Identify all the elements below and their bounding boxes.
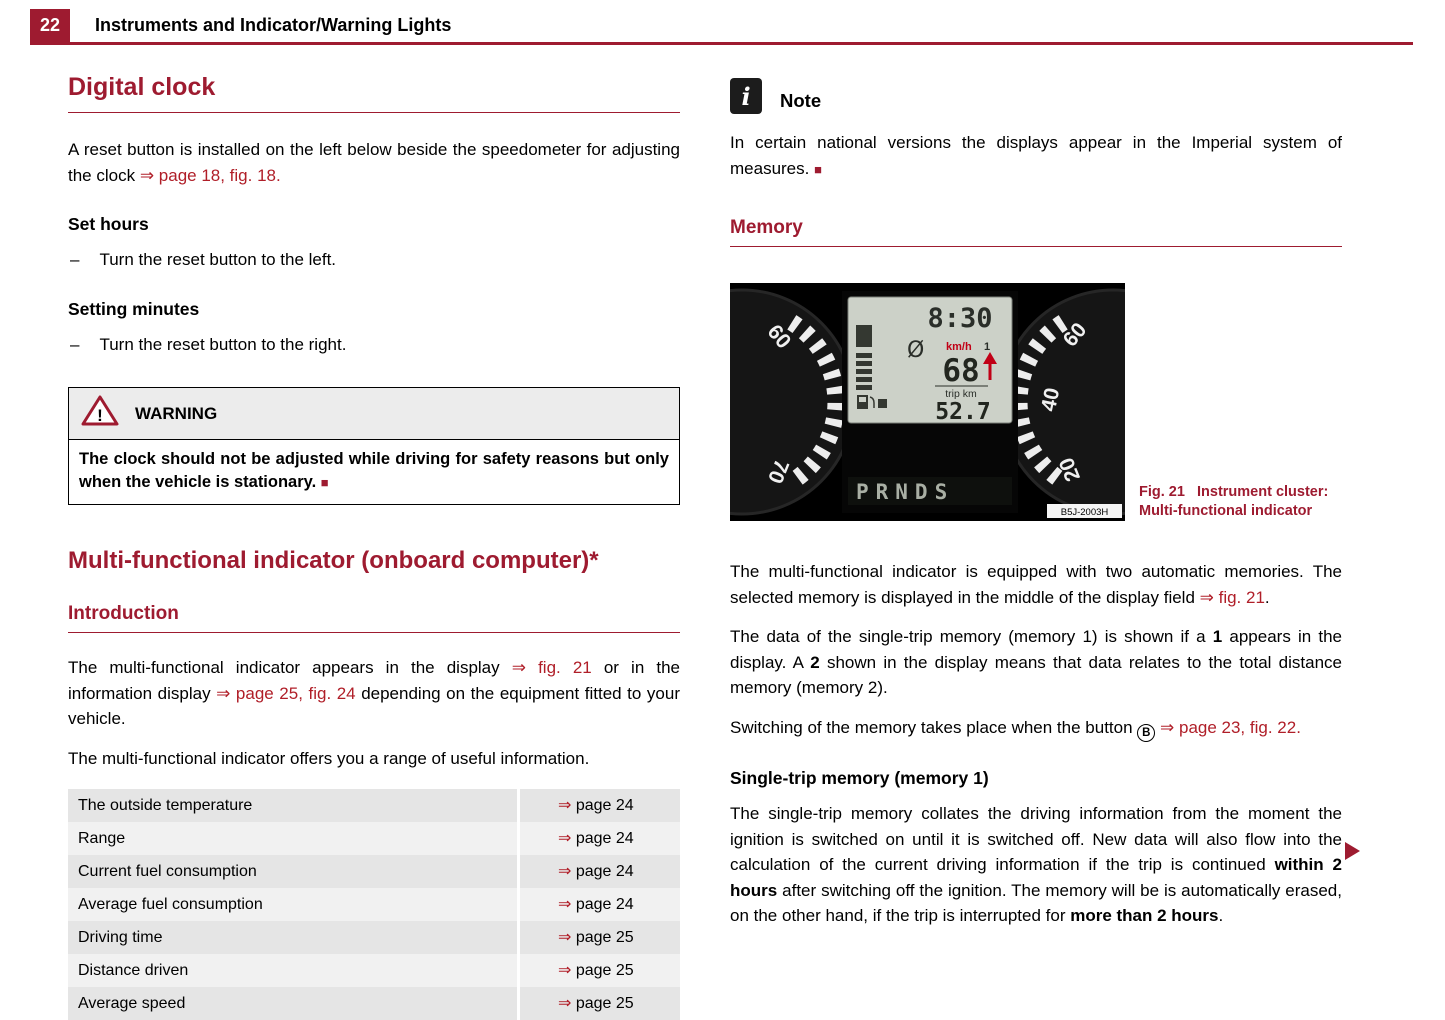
svg-text:!: !: [97, 406, 103, 425]
digital-clock-heading: Digital clock: [68, 73, 680, 113]
memory-number-indicator: 1: [984, 341, 991, 353]
trip-value: 52.7: [935, 399, 991, 425]
note-header: [730, 78, 1342, 114]
introduction-heading: Introduction: [68, 603, 680, 633]
gear-selector-display: [848, 477, 1012, 505]
page-number: 22: [30, 9, 70, 42]
mfi-intro-paragraph: The multi-functional indicator appears in the display ⇒ fig. 21 or in the information display ⇒ page 25, fig. 24 depending on the equipment fitted to your vehicle.: [68, 658, 681, 729]
warning-title: WARNING: [135, 403, 218, 423]
digital-clock-intro: [68, 137, 680, 188]
button-b-symbol: B: [1137, 724, 1155, 742]
text-segment: A reset button is installed on the left below beside the speedometer for adjusting the clock: [68, 140, 680, 185]
page-header: [30, 9, 1413, 45]
arrow-glyph: ⇒: [558, 830, 572, 848]
lcd-display: [848, 297, 1012, 425]
trip-label: trip km: [945, 388, 977, 400]
single-trip-memory-heading: Single-trip memory (memory 1): [730, 768, 989, 789]
table-row: [68, 888, 680, 921]
svg-text:PRNDS: PRNDS: [856, 480, 955, 504]
warning-box: [68, 387, 680, 505]
memory-2-indicator: 2: [810, 652, 820, 672]
table-cell-label: Current fuel consumption: [68, 855, 517, 888]
memory-1-indicator: 1: [1212, 627, 1223, 646]
dial-label: 60: [1058, 318, 1092, 352]
mfi-info-paragraph: The multi-functional indicator offers you a range of useful information.: [68, 748, 590, 768]
clock-display: 8:30: [927, 303, 993, 334]
end-of-section-square: ■: [814, 161, 822, 177]
setting-minutes-step: [68, 332, 680, 358]
dial-label: 40: [1036, 385, 1065, 414]
table-row: [68, 855, 680, 888]
cross-reference-link: ⇒ fig. 21: [1199, 587, 1265, 607]
arrow-glyph: ⇒: [558, 962, 572, 980]
memory-heading: Memory: [730, 217, 1342, 247]
table-cell-label: The outside temperature: [68, 789, 517, 822]
dash-bullet: –: [70, 250, 80, 269]
table-cell-ref: ⇒ page 25: [520, 987, 680, 1020]
note-text: In certain national versions the displays appear in the Imperial system of measures. ■: [730, 133, 1342, 178]
table-row: [68, 789, 680, 822]
warning-triangle-icon: [81, 395, 119, 432]
table-row: [68, 954, 680, 987]
arrow-glyph: ⇒: [558, 863, 572, 881]
mfi-heading: Multi-functional indicator (onboard computer)*: [68, 547, 599, 575]
table-cell-label: Average fuel consumption: [68, 888, 517, 921]
table-cell-ref: ⇒ page 24: [520, 789, 680, 822]
svg-text:B5J-2003H: B5J-2003H: [1060, 507, 1109, 518]
step-text: Turn the reset button to the left.: [99, 250, 337, 269]
table-cell-ref: ⇒ page 24: [520, 822, 680, 855]
arrow-glyph: ⇒: [558, 929, 572, 947]
fuel-gauge: [856, 325, 872, 390]
set-hours-step: [68, 247, 680, 273]
arrow-glyph: ⇒: [558, 797, 572, 815]
table-cell-ref: ⇒ page 24: [520, 888, 680, 921]
table-cell-label: Driving time: [68, 921, 517, 954]
table-cell-label: Distance driven: [68, 954, 517, 987]
set-hours-heading: Set hours: [68, 214, 149, 234]
cross-reference-link: ⇒ page 18, fig. 18.: [139, 165, 281, 185]
warning-header: [69, 388, 679, 440]
figure-21: [730, 283, 1342, 521]
left-column: [68, 60, 680, 1020]
figure-caption: [1125, 483, 1328, 521]
cross-reference-link: ⇒ page 25, fig. 24: [216, 683, 356, 703]
right-column: [730, 60, 1342, 1020]
arrow-glyph: ⇒: [558, 995, 572, 1013]
table-row: [68, 987, 680, 1020]
warning-text: The clock should not be adjusted while driving for safety reasons but only when the vehicle is stationary. ■: [79, 450, 669, 492]
dial-label: 60: [762, 320, 796, 354]
info-icon: i: [730, 78, 762, 114]
instrument-cluster-image: [730, 283, 1125, 521]
table-row: [68, 822, 680, 855]
memory-paragraph-3: Switching of the memory takes place when the button B ⇒ page 23, fig. 22.: [730, 715, 1342, 743]
step-text: Turn the reset button to the right.: [99, 334, 347, 354]
cross-reference-link: ⇒ fig. 21: [511, 658, 592, 678]
arrow-glyph: ⇒: [558, 896, 572, 914]
memory-paragraph-2: The data of the single-trip memory (memory 1) is shown if a 1 appears in the display. A 2 shown in the display means that data relates to the total distance memory (memory 2).: [730, 627, 1342, 697]
dial-label: 70: [762, 456, 794, 487]
cross-reference-link: ⇒ page 23, fig. 22.: [1160, 717, 1301, 737]
speed-unit-label: km/h: [946, 341, 972, 353]
dial-label: 20: [1054, 454, 1086, 485]
single-trip-paragraph: The single-trip memory collates the driving information from the moment the ignition is switched on until it is switched off. New data will also flow into the calculation of the current driving information if the trip is continued within 2 hours after switching off the ignition. The memory will be is automatically erased, on the other hand, if the trip is interrupted for more than 2 hours.: [730, 804, 1342, 926]
table-cell-label: Average speed: [68, 987, 517, 1020]
speed-value: 68: [942, 353, 980, 389]
note-title: Note: [780, 90, 822, 111]
memory-paragraph-1: The multi-functional indicator is equipped with two automatic memories. The selected memory is displayed in the middle of the display field ⇒ fig. 21.: [730, 562, 1342, 607]
table-row: [68, 921, 680, 954]
table-cell-label: Range: [68, 822, 517, 855]
setting-minutes-heading: Setting minutes: [68, 298, 200, 319]
table-cell-ref: ⇒ page 25: [520, 921, 680, 954]
continue-next-page-arrow-icon: [1345, 842, 1360, 860]
figure-code-label: [1047, 504, 1122, 518]
end-of-section-square: ■: [320, 475, 329, 491]
table-cell-ref: ⇒ page 24: [520, 855, 680, 888]
table-cell-ref: ⇒ page 25: [520, 954, 680, 987]
dash-bullet: –: [70, 334, 80, 354]
figure-caption-line1: Fig. 21 Instrument cluster:: [1139, 484, 1329, 501]
mfi-reference-table: [68, 789, 680, 1020]
chapter-title: Instruments and Indicator/Warning Lights: [95, 15, 452, 35]
average-symbol: Ø: [907, 338, 925, 363]
figure-caption-line2: Multi-functional indicator: [1139, 503, 1313, 520]
